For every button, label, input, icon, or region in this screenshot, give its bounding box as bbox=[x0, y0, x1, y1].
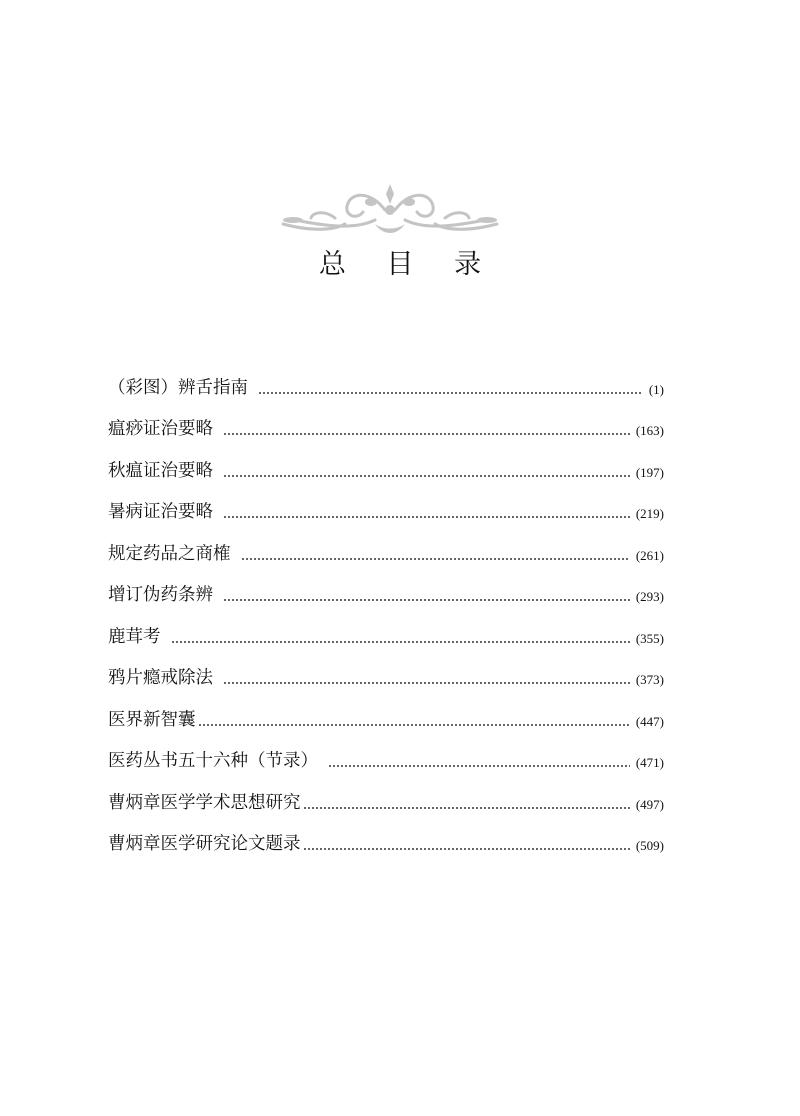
toc-entry-title: 暑病证治要略 bbox=[108, 502, 213, 522]
dot-leader bbox=[223, 682, 630, 684]
toc-entry-title: 瘟痧证治要略 bbox=[108, 419, 213, 439]
dot-leader bbox=[241, 558, 630, 560]
toc-entry[interactable] bbox=[108, 815, 664, 857]
dot-leader bbox=[198, 724, 630, 726]
dot-leader bbox=[171, 641, 630, 643]
toc-entry[interactable] bbox=[108, 524, 664, 566]
toc-entry-page: (197) bbox=[635, 464, 664, 480]
toc-entry[interactable] bbox=[108, 649, 664, 691]
toc-entry[interactable] bbox=[108, 358, 664, 400]
dot-leader bbox=[258, 392, 643, 394]
table-of-contents bbox=[108, 358, 664, 856]
toc-entry-page: (219) bbox=[635, 506, 664, 521]
dot-leader bbox=[303, 807, 630, 809]
toc-entry[interactable] bbox=[108, 773, 664, 815]
toc-entry[interactable] bbox=[108, 690, 664, 732]
toc-entry-page: (355) bbox=[635, 630, 664, 646]
toc-entry-page: (471) bbox=[635, 755, 664, 770]
toc-entry-page: (497) bbox=[635, 796, 664, 812]
toc-entry-title: （彩图）辨舌指南 bbox=[108, 377, 248, 398]
toc-entry-page: (509) bbox=[635, 838, 664, 853]
toc-entry-title: 规定药品之商榷 bbox=[108, 543, 231, 564]
toc-entry-page: (1) bbox=[648, 381, 664, 397]
toc-entry[interactable] bbox=[108, 732, 664, 774]
toc-entry[interactable] bbox=[108, 566, 664, 608]
decorative-ornament-icon bbox=[275, 180, 505, 246]
toc-entry[interactable] bbox=[108, 441, 664, 483]
dot-leader bbox=[223, 599, 630, 601]
page-title: 总 目 录 bbox=[318, 249, 498, 280]
toc-entry[interactable] bbox=[108, 607, 664, 649]
toc-entry-title: 曹炳章医学学术思想研究 bbox=[108, 792, 301, 813]
toc-entry-title: 医界新智囊 bbox=[108, 709, 196, 730]
toc-entry-title: 鹿茸考 bbox=[108, 626, 161, 647]
toc-entry[interactable] bbox=[108, 483, 664, 525]
toc-entry-page: (447) bbox=[635, 713, 664, 729]
toc-entry[interactable] bbox=[108, 400, 664, 442]
dot-leader bbox=[223, 516, 630, 518]
toc-entry-title: 鸦片瘾戒除法 bbox=[108, 668, 213, 688]
dot-leader bbox=[223, 475, 630, 477]
dot-leader bbox=[303, 848, 630, 850]
toc-entry-title: 增订伪药条辨 bbox=[108, 585, 213, 605]
toc-entry-title: 医药丛书五十六种（节录） bbox=[108, 751, 318, 771]
toc-entry-title: 曹炳章医学研究论文题录 bbox=[108, 834, 301, 854]
dot-leader bbox=[328, 765, 630, 767]
toc-entry-page: (293) bbox=[635, 589, 664, 604]
toc-entry-title: 秋瘟证治要略 bbox=[108, 460, 213, 481]
toc-entry-page: (163) bbox=[635, 423, 664, 438]
toc-entry-page: (373) bbox=[635, 672, 664, 687]
toc-entry-page: (261) bbox=[635, 547, 664, 563]
dot-leader bbox=[223, 433, 630, 435]
